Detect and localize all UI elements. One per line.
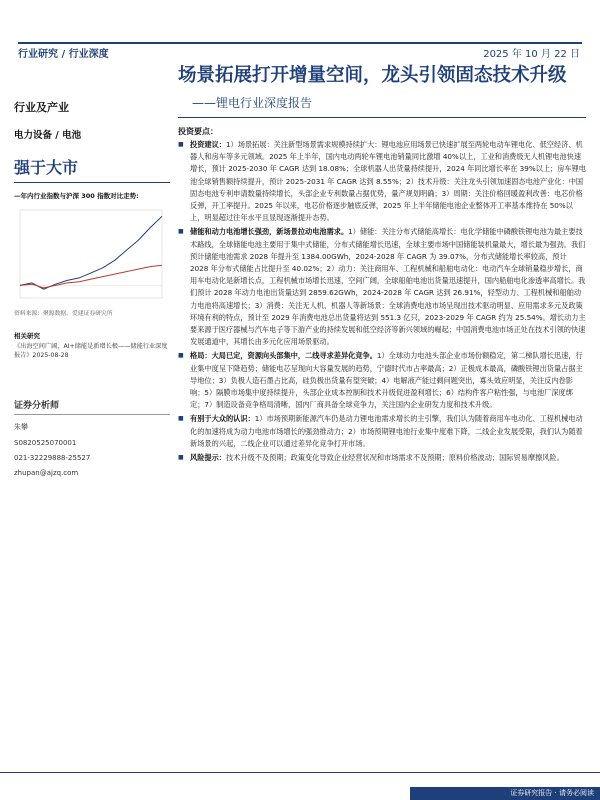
key-point-lead: 投资建议： bbox=[190, 140, 226, 149]
footer-rule bbox=[0, 772, 600, 773]
section-heading: 投资要点： bbox=[178, 127, 218, 136]
left-sidebar bbox=[14, 64, 170, 477]
key-points-list bbox=[178, 139, 586, 464]
footer-text: 证券研究报告 · 请务必阅读 bbox=[510, 789, 594, 797]
industry-title: 行业及产业 bbox=[14, 101, 69, 114]
chart-frame bbox=[20, 210, 162, 298]
key-point bbox=[178, 413, 586, 450]
footer-strip bbox=[410, 787, 600, 800]
analyst-phone: 021-32229888-25527 bbox=[14, 454, 91, 462]
index-comparison-chart bbox=[14, 204, 166, 304]
chart-series-line-0 bbox=[20, 216, 162, 289]
breadcrumb: 行业研究 / 行业深度 bbox=[18, 49, 109, 60]
key-point-lead: 格局：大局已定，资源向头部集中，二线寻求差异化竞争。 bbox=[190, 351, 377, 361]
key-point-lead: 有别于大众的认识： bbox=[190, 414, 255, 424]
rating-label: 强于大市 bbox=[14, 155, 170, 183]
key-point-lead: 储能和动力电池增长强劲，新场景拉动电池需求。 bbox=[190, 227, 349, 237]
analyst-title: 证券分析师 bbox=[14, 398, 170, 415]
key-point bbox=[178, 350, 586, 411]
chart-series-line-1 bbox=[20, 265, 162, 288]
related-report: 《出海空间广阔，AI+储能是新增长极——储能行业深度报告》2025-08-28 bbox=[14, 343, 168, 359]
report-date: 2025 年 10 月 22 日 bbox=[483, 49, 580, 60]
chart-caption: —年内行业指数与沪深 300 指数对比走势: bbox=[14, 192, 139, 200]
chart-source: 资料来源：聚源数据，爱建证券研究所 bbox=[14, 311, 113, 317]
key-point-text: 1）市场预期新能源汽车仍是动力锂电池需求增长的主引擎，我们认为随着商用车电动化、工程机械电动化的加速将成为动力电池市场增长的强劲推动力；2）市场预期锂电池行业集中度难下降，二线企业发展受限，我们认为随着新场景的兴起，二线企业可以通过差异化竞争打开市场。 bbox=[190, 414, 583, 448]
key-point-text: 1）场景拓展：关注新型场景需求规模持续扩大：锂电池应用场景已快速扩展至两轮电动车锂电化、低空经济、机器人和房车等多元领域。2025 年上半年，国内电动两轮车锂电池销量同比激增 40%以上，工业和消费级无人机锂电池快速增长，预计 2025-2030 年 CAGR 达到 18.08%；全球机器人出货量持续提升，2024 年同比增长率在 39%以上；房车锂电池全球销售额持续提升，预计 2025-2031 年 CAGR 达到 8.55%；2）技术升级：关注龙头引领加速固态电池产业化：中国固态电池专利申请数量持续增长，头部企业专利数量占据优势，量产规划明确；3）周期：关注价格回暖盈利改善：电芯价格反弹，开工率提升。2025 年以来，电芯价格逐步触底反弹，2025 年上半年储能电池企业整体开工率基本维持在 50%以上，明显超过往年水平且显现逐渐提升态势。 bbox=[190, 140, 586, 223]
industry-subtitle: 电力设备 / 电池 bbox=[14, 130, 82, 141]
analyst-email[interactable]: zhupan@ajzq.com bbox=[14, 469, 79, 477]
analyst-cert: S0820525070001 bbox=[14, 439, 77, 447]
report-headline: 场景拓展打开增量空间，龙头引领固态技术升级 bbox=[178, 65, 567, 86]
chart-svg bbox=[14, 204, 166, 304]
analyst-name: 朱攀 bbox=[14, 423, 28, 431]
key-point bbox=[178, 452, 586, 464]
report-subtitle: ——锂电行业深度报告 bbox=[192, 96, 313, 110]
report-header bbox=[0, 0, 600, 62]
key-point-text: 1）全球动力电池头部企业市场份额稳定，第二梯队增长迅速，行业集中度呈下降趋势；储能电芯呈现向大容量发展的趋势，宁德时代市占率最高；2）正极成本最高，磷酸铁锂出货量占据主导地位；3）负极人造石墨占比高，硅负极出货量有望突破；4）电解液产能过剩问题突出，寡头效应明显，关注反内卷影响；5）隔膜市场集中度持续提升，头部企业成本控制和技术升级促进盈利增长；6）结构件客户粘性强，与电池厂深度绑定；7）制造设备竞争格局清晰，国内厂商具备全球竞争力，关注国内企业研发力度和技术升级。 bbox=[190, 351, 583, 410]
header-rule bbox=[18, 42, 582, 44]
key-point bbox=[178, 139, 586, 224]
main-rule bbox=[178, 117, 586, 118]
related-title: 相关研究 bbox=[14, 332, 40, 340]
main-content bbox=[178, 64, 586, 466]
key-point-lead: 风险提示： bbox=[190, 453, 226, 463]
key-point-text: 1）储能：关注分布式储能高增长：电化学储能中磷酸铁锂电池为最主要技术路线，全球储能电池主要用于集中式储能，分布式储能增长迅速，全球主要市场中国储能装机量最大，增长最为强劲。我们预计储能电池需求 2028 年提升至 1384.00GWh，2024-2028 年 CAGR 为 39.07%，分布式储能增长率较高，预计 2028 年分布式储能占比提升至 40.02%；2）动力：关注商用车、工程机械和船舶电动化：电动汽车全球销量稳步增长，商用车电动化是新增长点，工程机械市场增长迅速，空间广阔，全球船舶电池出货量迅速提升，国内船舶电化渗透率高增长。我们预计 2028 年动力电池出货量达到 2859.62GWh，2024-2028 年 CAGR 达到 26.91%，轻型动力、工程机械和船舶动力电池将高速增长；3）消费：关注无人机、机器人等新场景：全球消费电池市场呈现出技术驱动明显、应用需求多元及政策环境有利的特点，预计至 2029 年消费电池总出货量将达到 551.3 亿只，2023-2029 年 CAGR 约为 25.54%。增长动力主要来源于医疗器械与汽车电子等下游产业的持续发展和低空经济等新兴领域的崛起；中国消费电池市场正处在技术引领的快速发展通道中，其增长由多元化应用场景驱动。 bbox=[190, 227, 586, 347]
key-point bbox=[178, 226, 586, 348]
key-point-text: 技术升级不及预期；政策变化导致企业经营状况和市场需求不及预期；原料价格波动；国际贸易摩擦风险。 bbox=[225, 453, 564, 463]
